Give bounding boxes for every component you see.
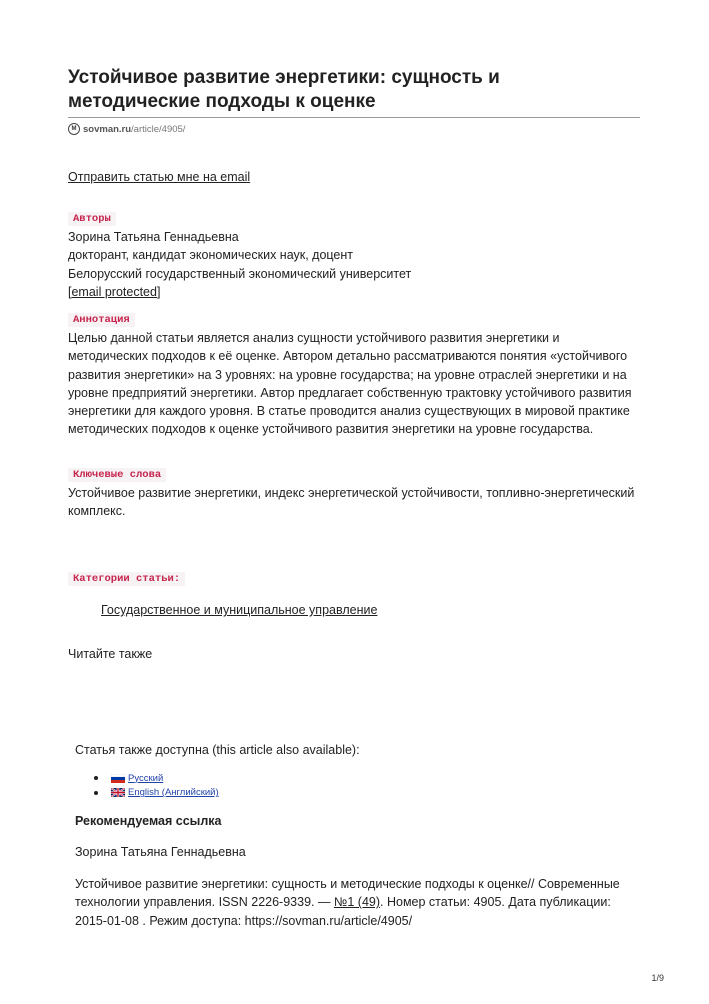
source-host: sovman.ru [83,123,132,135]
send-email-link[interactable]: Отправить статью мне на email [68,170,251,184]
recommended-citation: Устойчивое развитие энергетики: сущность и методические подходы к оценке// Современные технологии управления. ISSN 2226-9339. — №1 (49). Номер статьи: 4905. Дата публикации: 2015-01-08 . Режим доступа: https://sovman.ru/article/4905/ [75,877,620,928]
site-logo-icon: M [68,123,80,135]
source-path: /article/4905/ [131,123,186,135]
category-link[interactable]: Государственное и муниципальное управление [101,603,378,617]
language-list [94,771,219,800]
bullet [94,791,98,795]
source-url [68,122,185,136]
keywords-text: Устойчивое развитие энергетики, индекс энергетической устойчивости, топливно-энергетический комплекс. [68,486,635,519]
abstract-label: Аннотация [68,313,135,327]
author-email-link[interactable]: email protected [71,284,157,299]
authors-block [68,228,640,301]
author-email: [email protected] [68,284,161,299]
language-link-russian[interactable]: Русский [128,772,164,784]
issue-link[interactable]: №1 (49) [333,895,381,910]
bullet [94,776,98,780]
list-item [94,786,219,801]
author-name: Зорина Татьяна Геннадьевна [68,230,239,244]
article-title: Устойчивое развитие энергетики: сущность и методические подходы к оценке [68,67,500,112]
abstract-text: Целью данной статьи является анализ сущности устойчивого развития энергетики и методических подходов к её оценке. Автором детально рассматриваются понятия «устойчивого развития энергетики» на 3 уровнях: на уровне государства; на уровне отраслей энергетики и на уровне предприятий энергетики. Автор предлагает собственную трактовку устойчивого развития энергетики для каждого уровня. В статье проводится анализ существующих в мировой практике методических подходов к оценке устойчивого развития энергетики на уровне государства. [68,331,632,437]
categories-label: Категории статьи: [68,572,185,586]
page-number: 1/9 [651,973,664,983]
uk-flag-icon [111,788,125,797]
language-link-english[interactable]: English (Английский) [128,787,219,799]
author-position: докторант, кандидат экономических наук, доцент [68,248,354,263]
recommended-author: Зорина Татьяна Геннадьевна [75,845,246,859]
recommended-heading: Рекомендуемая ссылка [75,814,222,828]
read-also-heading: Читайте также [68,647,153,661]
list-item [94,771,219,786]
russia-flag-icon [111,774,125,783]
availability-text: Статья также доступна (this article also available): [75,743,360,757]
author-affiliation: Белорусский государственный экономический университет [68,266,412,281]
keywords-label: Ключевые слова [68,468,166,482]
title-divider [68,117,640,118]
authors-label: Авторы [68,212,116,226]
